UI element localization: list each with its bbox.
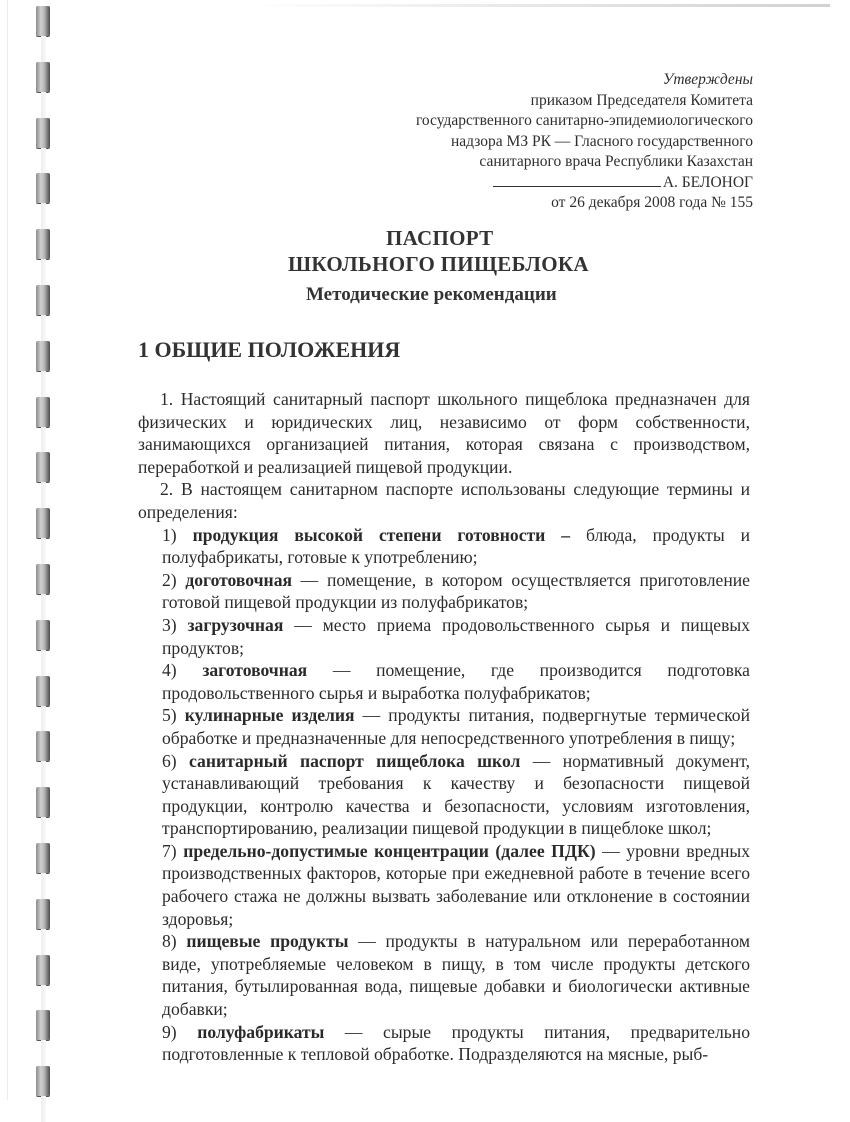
term-number: 8) bbox=[162, 931, 187, 952]
approval-block bbox=[416, 70, 753, 214]
term-name: доготовочная bbox=[185, 569, 293, 590]
binding-ring bbox=[36, 1066, 50, 1096]
term-item bbox=[162, 750, 750, 840]
term-definition: — продукты питания, подвергнутые термической обработке и предназначенные для непосредственного употребления в пищу; bbox=[162, 705, 750, 748]
binding-ring bbox=[36, 843, 50, 873]
term-item bbox=[162, 840, 750, 930]
term-name: полуфабрикаты bbox=[197, 1021, 325, 1042]
binding-ring bbox=[36, 397, 50, 427]
approval-date: от 26 декабря 2008 года № 155 bbox=[551, 194, 753, 211]
binding-ring bbox=[36, 173, 50, 203]
term-definition: — уровни вредных производственных факторов, которые при ежедневной работе в течение всего рабочего стажа не должны вызвать заболевание или отклонение в состоянии здоровья; bbox=[162, 840, 750, 929]
paragraph: 1. Настоящий санитарный паспорт школьного пищеблока предназначен для физических и юридических лиц, независимо от форм собственности, занимающихся организацией питания, которая связана с производством, переработкой и реализацией пищевой продукции. bbox=[138, 389, 750, 477]
approval-line: надзора МЗ РК — Гласного государственного bbox=[451, 132, 753, 150]
term-item bbox=[162, 614, 750, 659]
binding-ring bbox=[36, 564, 50, 594]
term-name: загрузочная bbox=[187, 614, 284, 635]
signatory-name: А. БЕЛОНОГ bbox=[662, 173, 753, 191]
terms-list bbox=[138, 524, 750, 1066]
binding-ring bbox=[36, 1010, 50, 1040]
term-definition: — продукты в натуральном или переработанном виде, употребляемые человеком в пищу, в том числе продукты детского питания, бутылированная вода, пищевые добавки и биологически активные добавки; bbox=[162, 931, 751, 1020]
approval-label: Утверждены bbox=[662, 71, 753, 88]
term-definition: — помещение, в котором осуществляется приготовление готовой пищевой продукции из полуфабрикатов; bbox=[162, 569, 750, 613]
binding-ring bbox=[36, 620, 50, 650]
term-definition: — место приема продовольственного сырья и пищевых продуктов; bbox=[162, 614, 750, 658]
term-name: продукция высокой степени готовности – bbox=[192, 524, 571, 545]
spiral-binding bbox=[28, 0, 58, 1100]
section-heading: 1 ОБЩИЕ ПОЛОЖЕНИЯ bbox=[138, 337, 401, 362]
term-number: 6) bbox=[162, 750, 190, 771]
term-number: 1) bbox=[162, 524, 193, 545]
binding-ring bbox=[36, 285, 50, 315]
term-name: предельно-допустимые концентрации (далее ПДК) bbox=[183, 840, 596, 861]
binding-ring bbox=[36, 118, 50, 148]
binding-ring bbox=[36, 731, 50, 761]
term-item bbox=[162, 659, 750, 704]
scan-edge-shadow bbox=[250, 4, 830, 7]
document-title: ПАСПОРТ bbox=[386, 226, 494, 250]
term-definition: блюда, продукты и полуфабрикаты, готовые к употреблению; bbox=[162, 524, 750, 568]
term-name: пищевые продукты bbox=[186, 931, 349, 952]
term-name: санитарный паспорт пищеблока школ bbox=[189, 750, 521, 771]
term-name: кулинарные изделия bbox=[184, 705, 355, 726]
paragraph: 2. В настоящем санитарном паспорте использованы следующие термины и определения: bbox=[138, 479, 750, 522]
section-body bbox=[138, 388, 750, 1066]
binding-ring bbox=[36, 452, 50, 482]
page-edge bbox=[7, 0, 8, 1100]
binding-ring bbox=[36, 62, 50, 92]
term-definition: — помещение, где производится подготовка продовольственного сырья и выработка полуфабрикатов; bbox=[162, 660, 750, 703]
document-title-line2: ШКОЛЬНОГО ПИЩЕБЛОКА bbox=[288, 252, 589, 276]
signature-underline bbox=[493, 174, 661, 187]
term-number: 2) bbox=[162, 569, 186, 590]
binding-ring bbox=[36, 955, 50, 985]
term-definition: — сырые продукты питания, предварительно подготовленные к тепловой обработке. Подразделяются на мясные, рыб- bbox=[162, 1021, 750, 1065]
binding-ring bbox=[36, 6, 50, 36]
term-item bbox=[162, 930, 750, 1020]
approval-line: санитарного врача Республики Казахстан bbox=[479, 153, 753, 170]
approval-line: государственного санитарно-эпидемиологического bbox=[415, 112, 753, 129]
approval-line: приказом Председателя Комитета bbox=[530, 91, 753, 109]
document-subtitle: Методические рекомендации bbox=[306, 284, 557, 305]
term-number: 5) bbox=[162, 705, 185, 726]
binding-ring bbox=[36, 787, 50, 817]
binding-ring bbox=[36, 508, 50, 538]
term-name: заготовочная bbox=[202, 660, 308, 681]
term-number: 7) bbox=[162, 840, 184, 861]
term-number: 4) bbox=[162, 660, 203, 681]
binding-ring bbox=[36, 229, 50, 259]
term-item bbox=[162, 1021, 750, 1066]
term-item bbox=[162, 524, 750, 569]
term-definition: — нормативный документ, устанавливающий требования к качеству и безопасности пищевой продукции, контролю качества и безопасности, условиям изготовления, транспортированию, реализации пищевой продукции в пищеблоке школ; bbox=[162, 750, 750, 839]
term-number: 9) bbox=[162, 1021, 198, 1042]
term-number: 3) bbox=[162, 614, 188, 635]
term-item bbox=[162, 704, 750, 749]
term-item bbox=[162, 569, 750, 614]
binding-ring bbox=[36, 341, 50, 371]
binding-ring bbox=[36, 676, 50, 706]
binding-ring bbox=[36, 899, 50, 929]
signature-line bbox=[416, 173, 753, 194]
